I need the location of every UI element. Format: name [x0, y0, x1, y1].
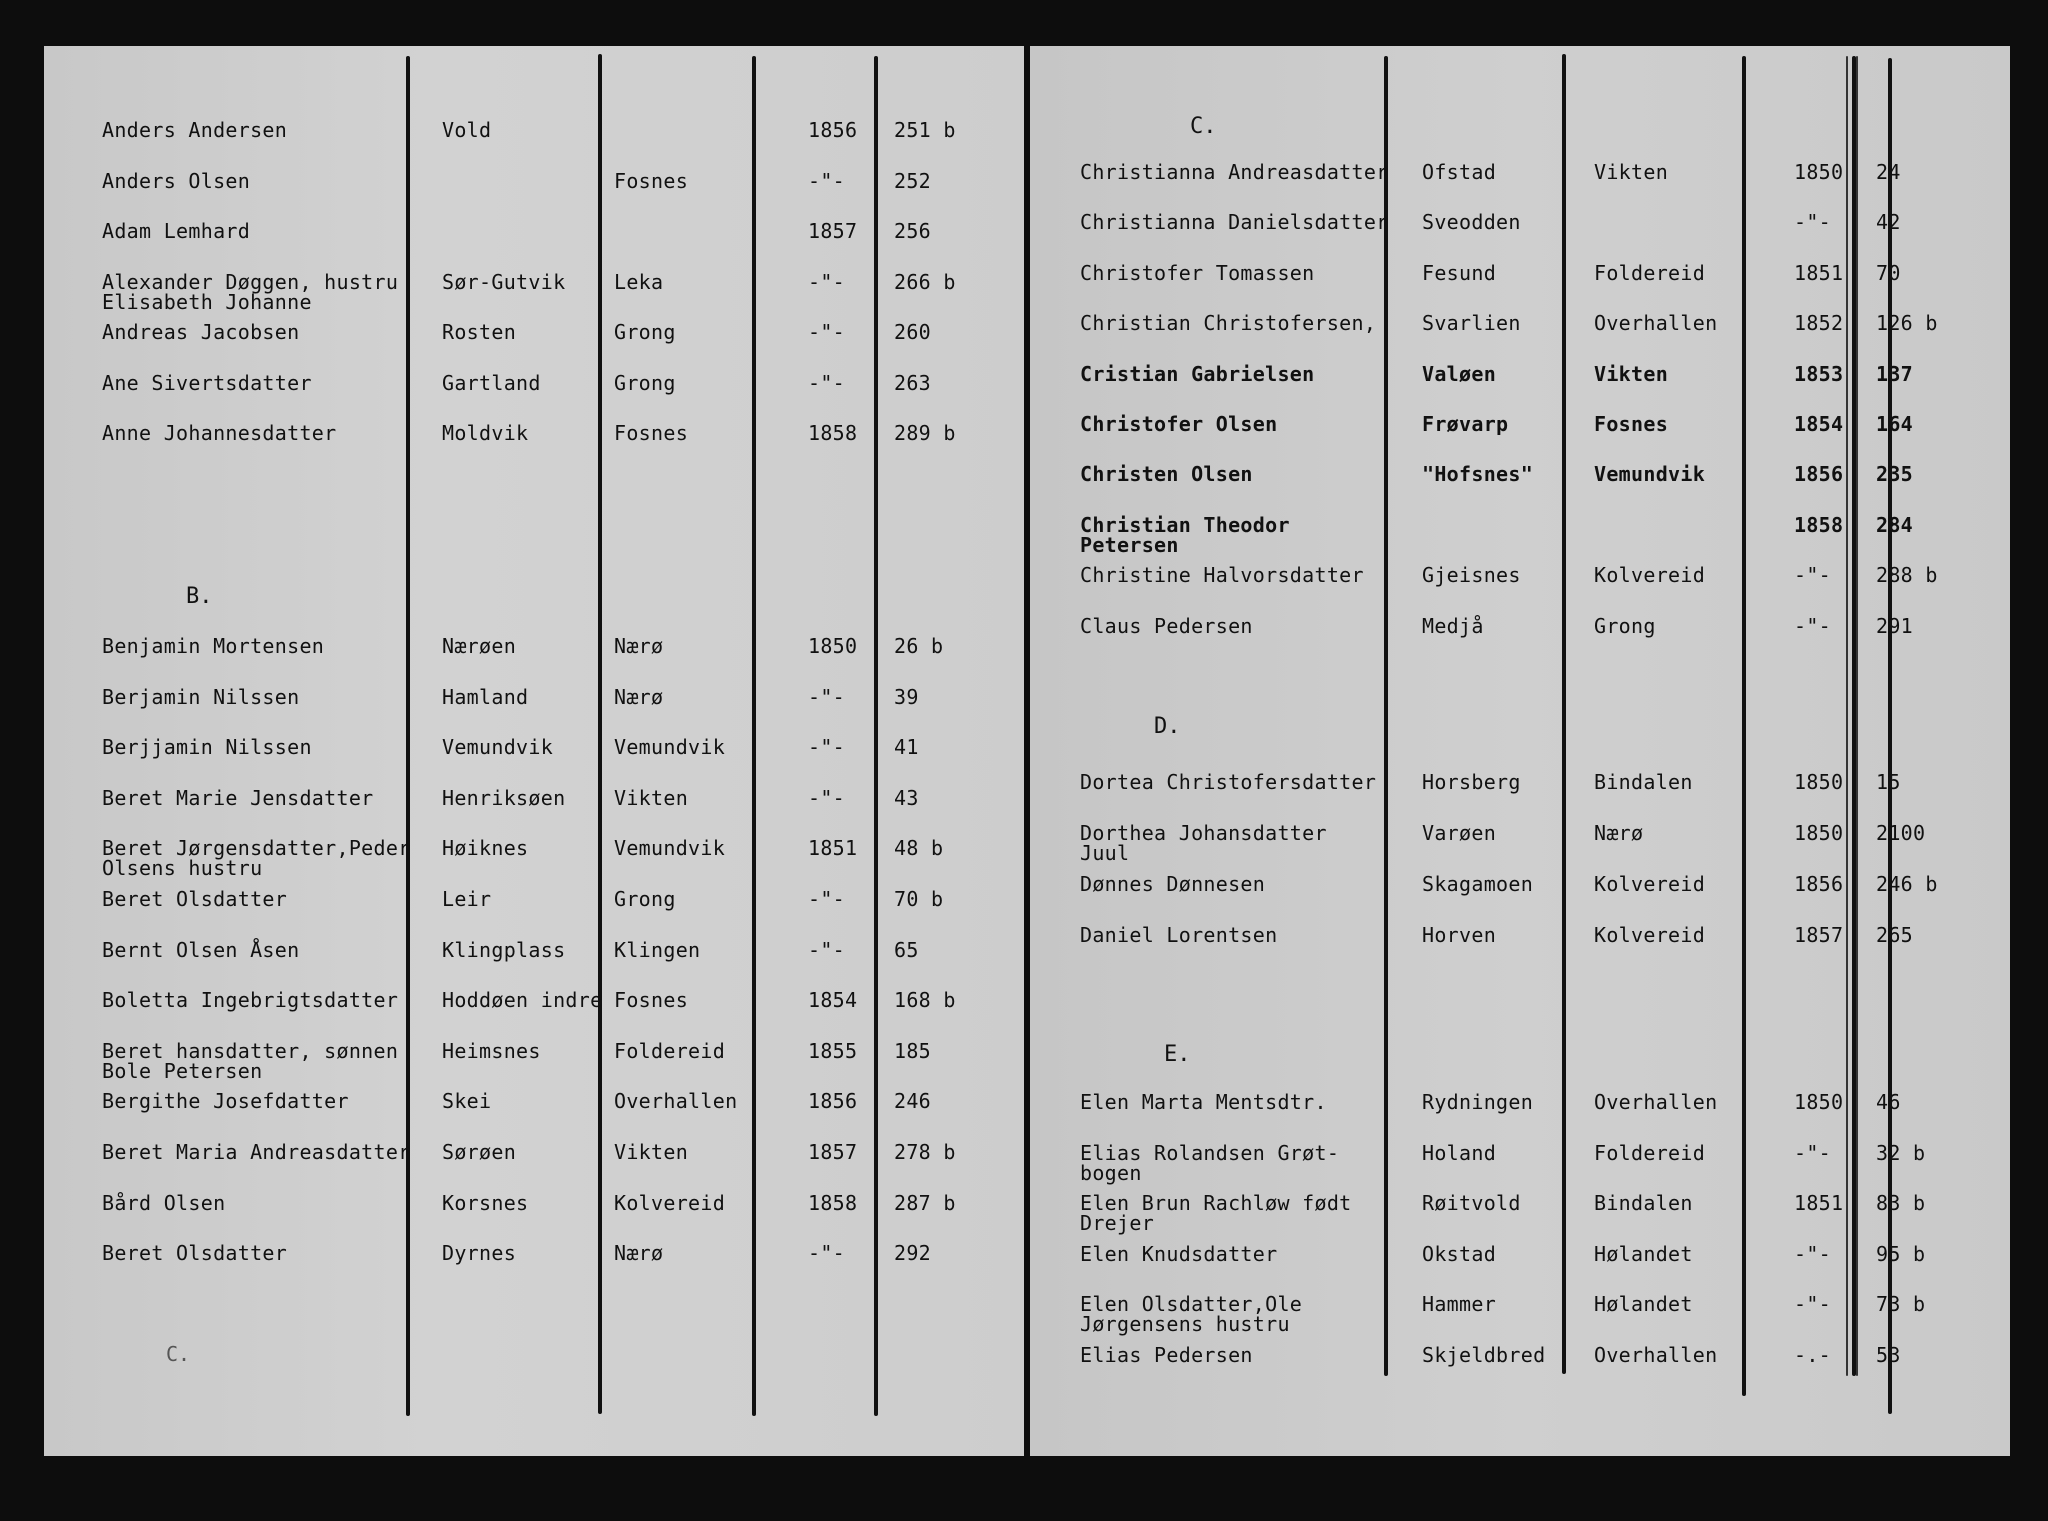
cell-parish: Grong — [614, 887, 676, 911]
cell-name: Beret hansdatter, sønnen Bole Petersen — [102, 1038, 399, 1083]
register-row — [1030, 613, 2010, 660]
register-row — [44, 990, 1024, 1034]
register-row — [44, 1038, 1024, 1085]
cell-farm: Heimsnes — [442, 1038, 541, 1063]
cell-year: 1857 — [808, 1140, 858, 1164]
register-row — [44, 737, 1024, 781]
cell-page: 256 — [894, 219, 932, 243]
cell-year: -"- — [808, 320, 846, 344]
register-row — [1030, 1342, 2010, 1389]
cell-page: 73 b — [1876, 1292, 1926, 1316]
cell-parish: Overhallen — [1594, 1342, 1718, 1367]
cell-page: 185 — [894, 1038, 932, 1063]
register-row — [44, 1091, 1024, 1135]
cell-farm: Sveodden — [1422, 210, 1521, 235]
cell-page: 260 — [894, 320, 932, 344]
register-row — [1030, 414, 2010, 458]
cell-year: -"- — [1794, 563, 1832, 588]
cell-name: Beret Olsdatter — [102, 887, 288, 911]
cell-year: 1856 — [808, 118, 858, 142]
cell-year: 1850 — [1794, 770, 1844, 794]
cell-year: 1854 — [808, 988, 858, 1013]
register-row — [44, 120, 1024, 164]
cell-parish: Leka — [614, 269, 664, 294]
register-row — [1030, 512, 2010, 559]
register-row — [44, 636, 1024, 680]
cell-farm: Vemundvik — [442, 735, 554, 760]
cell-page: 46 — [1876, 1090, 1901, 1114]
cell-year: 1851 — [1794, 260, 1844, 285]
cell-year: -"- — [1794, 1241, 1832, 1266]
cell-name: Cristian Gabrielsen — [1080, 361, 1315, 386]
register-row — [1030, 162, 2010, 206]
cell-page: 252 — [894, 168, 932, 193]
cell-parish: Overhallen — [614, 1089, 738, 1114]
cell-parish: Hølandet — [1594, 1292, 1693, 1316]
cell-farm: Svarlien — [1422, 311, 1521, 336]
cell-parish: Fosnes — [614, 988, 689, 1013]
cell-farm: Sørøen — [442, 1140, 517, 1164]
cell-year: -"- — [808, 887, 846, 911]
cell-year: -"- — [808, 735, 846, 760]
cell-name: Dorthea Johansdatter Juul — [1080, 821, 1327, 865]
cell-farm: Varøen — [1422, 821, 1497, 845]
cell-name: Elen Brun Rachløw født Drejer — [1080, 1191, 1352, 1235]
cell-year: 1850 — [1794, 1090, 1844, 1114]
cell-year: 1856 — [1794, 462, 1844, 487]
cell-year: 1858 — [1794, 512, 1844, 537]
cell-page: 289 b — [894, 421, 956, 445]
cell-page: 70 — [1876, 260, 1901, 285]
cell-page: 251 b — [894, 118, 956, 142]
register-row — [44, 168, 1024, 215]
cell-year: 1850 — [1794, 160, 1844, 184]
register-row — [44, 838, 1024, 882]
register-row — [1030, 1241, 2010, 1288]
cell-page: 15 — [1876, 770, 1901, 794]
cell-name: Elias Rolandsen Grøt- bogen — [1080, 1140, 1340, 1185]
cell-parish: Vemundvik — [614, 836, 726, 861]
footer-mark: C. — [166, 1342, 191, 1366]
cell-year: 1851 — [808, 836, 858, 861]
cell-farm: Frøvarp — [1422, 412, 1509, 436]
section-letter-d: D. — [1154, 714, 1181, 739]
cell-name: Andreas Jacobsen — [102, 320, 300, 344]
cell-parish: Vikten — [1594, 361, 1669, 386]
cell-farm: Korsnes — [442, 1190, 529, 1215]
register-row — [1030, 772, 2010, 816]
cell-page: 48 b — [894, 836, 944, 861]
section-letter-e: E. — [1164, 1042, 1191, 1067]
cell-farm: Rosten — [442, 320, 517, 344]
cell-name: Claus Pedersen — [1080, 613, 1253, 638]
cell-name: Alexander Døggen, hustru Elisabeth Johanne — [102, 269, 399, 314]
cell-farm: Medjå — [1422, 613, 1484, 638]
register-row — [44, 785, 1024, 832]
cell-parish: Kolvereid — [1594, 872, 1706, 896]
cell-year: 1855 — [808, 1038, 858, 1063]
cell-name: Elias Pedersen — [1080, 1342, 1253, 1367]
cell-farm: Røitvold — [1422, 1191, 1521, 1215]
cell-parish: Hølandet — [1594, 1241, 1693, 1266]
cell-year: 1850 — [1794, 821, 1844, 845]
cell-farm: Hoddøen indre — [442, 988, 603, 1013]
cell-farm: Høiknes — [442, 836, 529, 861]
cell-farm: Ofstad — [1422, 160, 1497, 184]
cell-farm: Holand — [1422, 1140, 1497, 1165]
register-row — [1030, 823, 2010, 867]
cell-name: Daniel Lorentsen — [1080, 923, 1278, 947]
cell-year: 1850 — [808, 634, 858, 658]
cell-parish: Vemundvik — [1594, 462, 1706, 487]
cell-parish: Grong — [1594, 613, 1656, 638]
cell-page: 42 — [1876, 210, 1901, 235]
cell-year: 1851 — [1794, 1191, 1844, 1215]
register-row — [1030, 1140, 2010, 1187]
cell-name: Elen Marta Mentsdtr. — [1080, 1090, 1327, 1114]
cell-parish: Vikten — [614, 1140, 689, 1164]
cell-name: Anne Johannesdatter — [102, 421, 337, 445]
cell-page: 41 — [894, 735, 919, 760]
cell-page: 291 — [1876, 613, 1914, 638]
cell-name: Beret Maria Andreasdatter — [102, 1140, 411, 1164]
register-row — [44, 322, 1024, 366]
cell-parish: Fosnes — [614, 421, 689, 445]
cell-farm: Horsberg — [1422, 770, 1521, 794]
cell-year: -"- — [808, 370, 846, 395]
register-row — [44, 221, 1024, 265]
cell-year: -.- — [1794, 1342, 1832, 1367]
cell-page: 246 — [894, 1089, 932, 1114]
register-row — [1030, 212, 2010, 256]
register-row — [1030, 361, 2010, 408]
register-row — [1030, 565, 2010, 609]
cell-farm: Skei — [442, 1089, 492, 1114]
cell-page: 265 — [1876, 923, 1914, 947]
cell-parish: Vikten — [614, 785, 689, 810]
cell-farm: Vold — [442, 118, 492, 142]
cell-page: 65 — [894, 937, 919, 962]
cell-page: 137 — [1876, 361, 1914, 386]
cell-name: Boletta Ingebrigtsdatter — [102, 988, 399, 1013]
cell-name: Christian Christofersen, — [1080, 311, 1377, 336]
right-page — [1030, 46, 2010, 1456]
cell-name: Ane Sivertsdatter — [102, 370, 312, 395]
cell-parish: Nærø — [614, 1241, 664, 1266]
register-row — [44, 269, 1024, 316]
cell-name: Adam Lemhard — [102, 219, 251, 243]
cell-farm: Hamland — [442, 684, 529, 709]
cell-year: 1857 — [808, 219, 858, 243]
cell-name: Christianna Danielsdatter — [1080, 210, 1389, 235]
cell-name: Bernt Olsen Åsen — [102, 937, 300, 962]
register-row — [1030, 1294, 2010, 1338]
cell-name: Elen Olsdatter,Ole Jørgensens hustru — [1080, 1292, 1303, 1336]
cell-name: Dønnes Dønnesen — [1080, 872, 1266, 896]
cell-farm: Fesund — [1422, 260, 1497, 285]
cell-year: -"- — [1794, 613, 1832, 638]
cell-parish: Foldereid — [1594, 1140, 1706, 1165]
register-row — [1030, 874, 2010, 918]
cell-page: 266 b — [894, 269, 956, 294]
cell-farm: Sør-Gutvik — [442, 269, 566, 294]
register-row — [44, 1243, 1024, 1287]
cell-parish: Overhallen — [1594, 1090, 1718, 1114]
cell-name: Christian Theodor Petersen — [1080, 512, 1290, 557]
register-row — [1030, 1092, 2010, 1136]
cell-page: 53 — [1876, 1342, 1901, 1367]
cell-farm: Leir — [442, 887, 492, 911]
cell-farm: Skjeldbred — [1422, 1342, 1546, 1367]
cell-farm: Gartland — [442, 370, 541, 395]
cell-parish: Bindalen — [1594, 1191, 1693, 1215]
register-row — [44, 1190, 1024, 1237]
cell-name: Elen Knudsdatter — [1080, 1241, 1278, 1266]
cell-parish: Foldereid — [1594, 260, 1706, 285]
cell-year: 1852 — [1794, 311, 1844, 336]
cell-name: Anders Olsen — [102, 168, 251, 193]
cell-name: Christianna Andreasdatter — [1080, 160, 1389, 184]
cell-year: 1858 — [808, 421, 858, 445]
cell-parish: Nærø — [614, 634, 664, 658]
cell-year: -"- — [1794, 210, 1832, 235]
cell-year: 1856 — [1794, 872, 1844, 896]
cell-parish: Overhallen — [1594, 311, 1718, 336]
cell-year: -"- — [1794, 1292, 1832, 1316]
cell-name: Dortea Christofersdatter — [1080, 770, 1377, 794]
cell-parish: Grong — [614, 320, 676, 344]
cell-year: 1854 — [1794, 412, 1844, 436]
cell-page: 235 — [1876, 462, 1914, 487]
register-row — [1030, 1193, 2010, 1237]
cell-year: -"- — [808, 785, 846, 810]
cell-page: 32 b — [1876, 1140, 1926, 1165]
cell-farm: Dyrnes — [442, 1241, 517, 1266]
register-row — [44, 423, 1024, 467]
cell-name: Christen Olsen — [1080, 462, 1253, 487]
cell-year: -"- — [808, 937, 846, 962]
cell-year: -"- — [808, 168, 846, 193]
cell-parish: Grong — [614, 370, 676, 395]
cell-farm: "Hofsnes" — [1422, 462, 1534, 487]
cell-farm: Henriksøen — [442, 785, 566, 810]
cell-parish: Klingen — [614, 937, 701, 962]
cell-year: -"- — [808, 269, 846, 294]
cell-parish: Fosnes — [614, 168, 689, 193]
cell-parish: Foldereid — [614, 1038, 726, 1063]
cell-name: Benjamin Mortensen — [102, 634, 325, 658]
register-row — [1030, 925, 2010, 969]
cell-name: Bergithe Josefdatter — [102, 1089, 349, 1114]
cell-farm: Horven — [1422, 923, 1497, 947]
cell-page: 83 b — [1876, 1191, 1926, 1215]
cell-page: 24 — [1876, 160, 1901, 184]
cell-name: Beret Olsdatter — [102, 1241, 288, 1266]
cell-parish: Fosnes — [1594, 412, 1669, 436]
left-page — [44, 46, 1024, 1456]
cell-page: 246 b — [1876, 872, 1938, 896]
cell-name: Christine Halvorsdatter — [1080, 563, 1364, 588]
cell-year: 1857 — [1794, 923, 1844, 947]
cell-farm: Nærøen — [442, 634, 517, 658]
cell-name: Anders Andersen — [102, 118, 288, 142]
cell-parish: Kolvereid — [1594, 923, 1706, 947]
register-row — [1030, 260, 2010, 307]
cell-parish: Vikten — [1594, 160, 1669, 184]
cell-page: 126 b — [1876, 311, 1938, 336]
cell-page: 95 b — [1876, 1241, 1926, 1266]
cell-year: 1853 — [1794, 361, 1844, 386]
cell-name: Berjamin Nilssen — [102, 684, 300, 709]
cell-year: -"- — [1794, 1140, 1832, 1165]
cell-parish: Nærø — [1594, 821, 1644, 845]
cell-page: 284 — [1876, 512, 1914, 537]
cell-parish: Kolvereid — [614, 1190, 726, 1215]
cell-year: -"- — [808, 684, 846, 709]
cell-name: Beret Jørgensdatter,Peder Olsens hustru — [102, 836, 411, 881]
register-row — [44, 1142, 1024, 1186]
section-letter-c: C. — [1190, 114, 1217, 139]
cell-farm: Rydningen — [1422, 1090, 1534, 1114]
cell-farm: Moldvik — [442, 421, 529, 445]
cell-name: Bård Olsen — [102, 1190, 226, 1215]
cell-name: Christofer Olsen — [1080, 412, 1278, 436]
cell-page: 39 — [894, 684, 919, 709]
cell-page: 288 b — [1876, 563, 1938, 588]
register-row — [44, 889, 1024, 933]
cell-farm: Gjeisnes — [1422, 563, 1521, 588]
cell-farm: Hammer — [1422, 1292, 1497, 1316]
register-row — [44, 684, 1024, 731]
cell-farm: Skagamoen — [1422, 872, 1534, 896]
cell-year: -"- — [808, 1241, 846, 1266]
register-row — [44, 937, 1024, 984]
cell-farm: Valøen — [1422, 361, 1497, 386]
cell-page: 164 — [1876, 412, 1914, 436]
cell-parish: Vemundvik — [614, 735, 726, 760]
cell-page: 2100 — [1876, 821, 1926, 845]
cell-page: 287 b — [894, 1190, 956, 1215]
cell-page: 168 b — [894, 988, 956, 1013]
cell-farm: Okstad — [1422, 1241, 1497, 1266]
cell-page: 278 b — [894, 1140, 956, 1164]
cell-name: Beret Marie Jensdatter — [102, 785, 374, 810]
cell-page: 263 — [894, 370, 932, 395]
cell-name: Christofer Tomassen — [1080, 260, 1315, 285]
cell-parish: Nærø — [614, 684, 664, 709]
cell-page: 26 b — [894, 634, 944, 658]
cell-name: Berjjamin Nilssen — [102, 735, 312, 760]
cell-farm: Klingplass — [442, 937, 566, 962]
section-letter-b: B. — [186, 584, 213, 609]
cell-year: 1858 — [808, 1190, 858, 1215]
cell-parish: Bindalen — [1594, 770, 1693, 794]
cell-year: 1856 — [808, 1089, 858, 1114]
cell-page: 70 b — [894, 887, 944, 911]
register-row — [1030, 313, 2010, 357]
cell-parish: Kolvereid — [1594, 563, 1706, 588]
cell-page: 43 — [894, 785, 919, 810]
register-row — [1030, 464, 2010, 508]
cell-page: 292 — [894, 1241, 932, 1266]
register-row — [44, 370, 1024, 417]
